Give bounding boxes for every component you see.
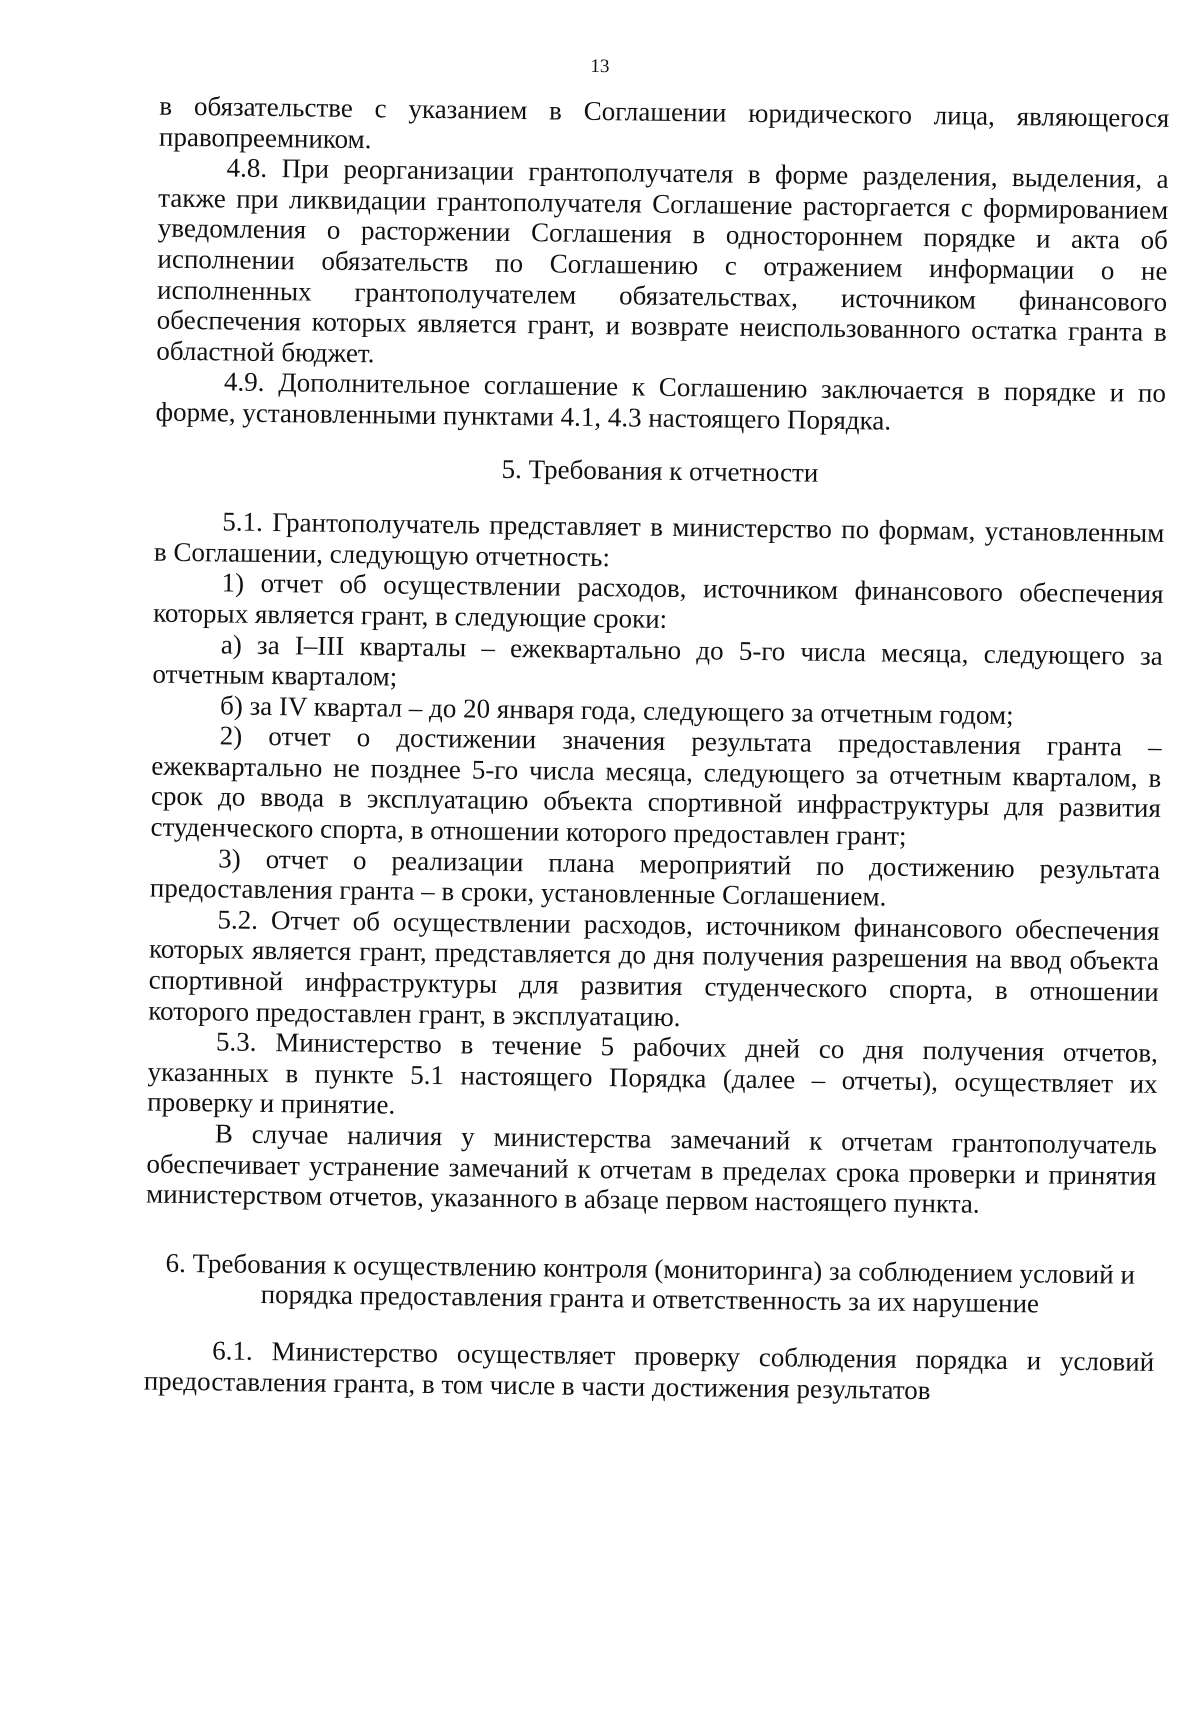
list-item-a: а) за I–III кварталы – ежеквартально до 5-го числа месяца, следующего за отчетным кварталом; bbox=[152, 628, 1163, 692]
page-number: 13 bbox=[590, 55, 610, 78]
section-heading-6: 6. Требования к осуществлению контроля (мониторинга) за соблюдением условий и порядка предоставления гранта и ответственность за их нарушение bbox=[165, 1247, 1136, 1319]
paragraph-5-2: 5.2. Отчет об осуществлении расходов, источником финансового обеспечения которых является грант, представляется до дня получения разрешения на ввод объекта спортивной инфраструктуры для развития студенческого спорта, в отношении которого предоставлен грант, в эксплуатацию. bbox=[148, 904, 1160, 1032]
paragraph-4-9: 4.9. Дополнительное соглашение к Соглашению заключается в порядке и по форме, установленными пунктами 4.1, 4.3 настоящего Порядка. bbox=[155, 366, 1167, 436]
list-item-3: 3) отчет о реализации плана мероприятий по достижению результата предоставления гранта – в сроки, установленные Соглашением. bbox=[149, 843, 1161, 912]
paragraph-5-1: 5.1. Грантополучатель представляет в министерство по формам, установленным в Соглашении, следующую отчетность: bbox=[153, 506, 1165, 572]
paragraph-5-3-remarks: В случае наличия у министерства замечаний к отчетам грантополучатель обеспечивает устранение замечаний к отчетам в пределах срока проверки и принятия министерством отчетов, указанного в абзаце первом настоящего пункта. bbox=[145, 1118, 1157, 1219]
document-body bbox=[144, 91, 1170, 1408]
list-item-2: 2) отчет о достижении значения результата предоставления гранта – ежеквартально не позднее 5-го числа месяца, следующего за отчетным кварталом, в срок до ввода в эксплуатацию объекта спортивной инфраструктуры для развития студенческого спорта, в отношении которого предоставлен грант; bbox=[150, 720, 1162, 851]
paragraph-4-8: 4.8. При реорганизации грантополучателя в форме разделения, выделения, а также при ликвидации грантополучателя Соглашение расторгается с формированием уведомления о расторжении Соглашения в одностороннем порядке и акта об исполнении обязательств по Соглашению с отражением информации о не исполненных грантополучателем обязательствах, источником финансового обеспечения которых является грант, и возврате неиспользованного остатка гранта в областной бюджет. bbox=[156, 152, 1169, 369]
list-item-b: б) за IV квартал – до 20 января года, следующего за отчетным годом; bbox=[219, 690, 1014, 730]
paragraph-6-1: 6.1. Министерство осуществляет проверку соблюдения порядка и условий предоставления гранта, в том числе в части достижения результатов bbox=[143, 1335, 1155, 1405]
section-heading-5: 5. Требования к отчетности bbox=[501, 453, 819, 488]
paragraph-continuation: в обязательстве с указанием в Соглашении юридического лица, являющегося правопреемником. bbox=[158, 90, 1170, 154]
paragraph-5-3: 5.3. Министерство в течение 5 рабочих дней со дня получения отчетов, указанных в пункте 5.1 настоящего Порядка (далее – отчеты), осуществляет их проверку и принятие. bbox=[147, 1026, 1159, 1120]
list-item-1: 1) отчет об осуществлении расходов, источником финансового обеспечения которых является грант, в следующие сроки: bbox=[153, 567, 1164, 634]
